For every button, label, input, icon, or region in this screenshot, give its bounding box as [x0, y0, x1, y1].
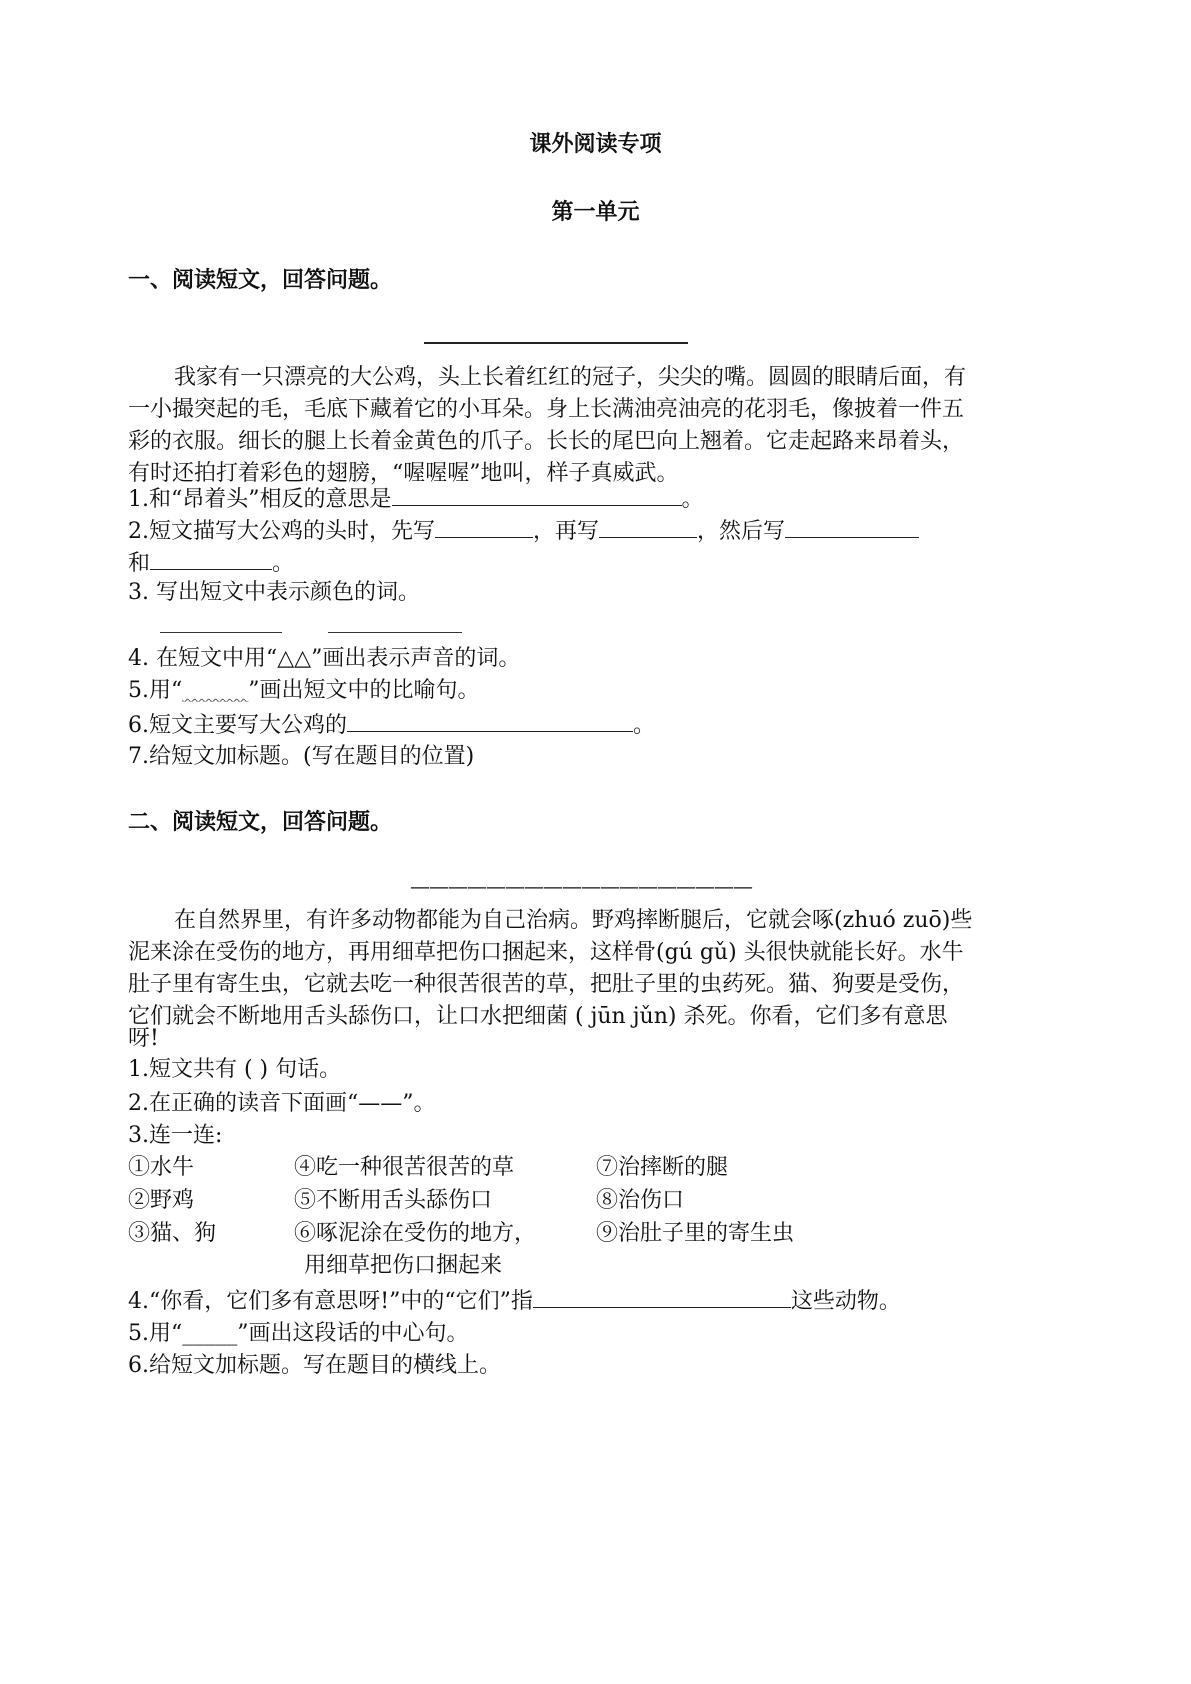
section2-passage-line-1: 在自然界里，有许多动物都能为自己治病。野鸡摔断腿后，它就会啄(zhuó zuō)些 [174, 908, 973, 933]
q1-answer-blank[interactable] [392, 483, 682, 506]
section1-question-4: 4. 在短文中用“△△”画出表示声音的词。 [128, 646, 521, 671]
q2-text-3: ，然后写 [697, 519, 786, 544]
section2-question-4 [128, 1285, 901, 1318]
q5-text-2: ”画出短文中的比喻句。 [248, 678, 480, 703]
section2-question-2: 2.在正确的读音下面画“——”。 [128, 1091, 436, 1116]
q6-text: 6.短文主要写大公鸡的 [128, 713, 347, 738]
section1-passage-line-4: 有时还拍打着彩色的翅膀，“喔喔喔”地叫，样子真威武。 [128, 461, 679, 486]
s2-q5-text-2: ”画出这段话的中心句。 [237, 1321, 469, 1346]
section2-passage-line-3: 肚子里有寄生虫，它就去吃一种很苦很苦的草，把肚子里的虫药死。猫、狗要是受伤， [128, 972, 965, 997]
q2-end: 。 [272, 551, 295, 576]
s2-q4-answer-blank[interactable] [533, 1285, 791, 1308]
s2-q4-text: 4.“你看，它们多有意思呀!”中的“它们”指 [128, 1289, 533, 1314]
match-item-6[interactable]: ⑥啄泥涂在受伤的地方， [294, 1221, 537, 1246]
section2-question-5 [128, 1318, 469, 1350]
q1-end: 。 [681, 487, 704, 512]
match-item-3[interactable]: ③猫、狗 [128, 1221, 217, 1246]
q2-blank-2[interactable] [599, 515, 697, 538]
section1-question-6 [128, 709, 655, 742]
section1-question-5 [128, 675, 480, 707]
section2-question-1[interactable]: 1.短文共有 ( ) 句话。 [128, 1057, 342, 1082]
s2-q5-text-1: 5.用“ [128, 1321, 183, 1346]
section1-heading: 一、阅读短文，回答问题。 [128, 267, 393, 293]
section1-passage-line-2: 一小撮突起的毛，毛底下藏着它的小耳朵。身上长满油亮油亮的花羽毛，像披着一件五 [128, 397, 965, 422]
section1-question-2 [128, 515, 919, 548]
unit-title: 第一单元 [551, 199, 640, 225]
section2-passage-line-5: 呀! [128, 1026, 159, 1051]
wavy-underline-sample: ______ [182, 678, 249, 703]
section1-question-2-cont [128, 547, 294, 580]
s2-q4-end: 这些动物。 [790, 1289, 901, 1314]
section2-heading: 二、阅读短文，回答问题。 [128, 809, 393, 835]
match-item-7[interactable]: ⑦治摔断的腿 [596, 1155, 729, 1180]
section1-question-3: 3. 写出短文中表示颜色的词。 [128, 580, 420, 605]
q3-blank-1[interactable] [160, 632, 282, 633]
q1-text: 1.和“昂着头”相反的意思是 [128, 487, 392, 512]
match-item-6-cont: 用细草把伤口捆起来 [304, 1253, 503, 1278]
section1-question-7: 7.给短文加标题。(写在题目的位置) [128, 744, 475, 769]
q2-text-1: 2.短文描写大公鸡的头时，先写 [128, 519, 435, 544]
match-item-8[interactable]: ⑧治伤口 [596, 1188, 685, 1213]
section2-question-6: 6.给短文加标题。写在题目的横线上。 [128, 1353, 501, 1378]
section1-passage-line-1: 我家有一只漂亮的大公鸡，头上长着红红的冠子，尖尖的嘴。圆圆的眼睛后面，有 [174, 365, 967, 390]
match-item-2[interactable]: ②野鸡 [128, 1188, 195, 1213]
q6-end: 。 [633, 713, 656, 738]
section1-title-line[interactable] [424, 342, 688, 344]
q6-answer-blank[interactable] [347, 709, 633, 732]
page-title: 课外阅读专项 [529, 131, 662, 157]
q2-text-2: ，再写 [533, 519, 600, 544]
section1-question-1 [128, 483, 704, 516]
q2-blank-4[interactable] [150, 547, 272, 570]
section2-question-3: 3.连一连: [128, 1123, 223, 1148]
section2-passage-line-2: 泥来涂在受伤的地方，再用细草把伤口捆起来，这样骨(gú gǔ) 头很快就能长好。水牛 [128, 940, 964, 965]
q2-blank-3[interactable] [785, 515, 919, 538]
match-item-4[interactable]: ④吃一种很苦很苦的草 [294, 1155, 515, 1180]
q3-blank-2[interactable] [328, 632, 462, 633]
q5-text-1: 5.用“ [128, 678, 183, 703]
q2-blank-1[interactable] [435, 515, 533, 538]
match-item-1[interactable]: ①水牛 [128, 1155, 195, 1180]
match-item-9[interactable]: ⑨治肚子里的寄生虫 [596, 1221, 795, 1246]
section1-passage-line-3: 彩的衣服。细长的腿上长着金黄色的爪子。长长的尾巴向上翘着。它走起路来昂着头， [128, 429, 965, 454]
section2-title-line[interactable]: —————————————————— [410, 874, 752, 898]
q2-text-4: 和 [128, 551, 151, 576]
match-item-5[interactable]: ⑤不断用舌头舔伤口 [294, 1188, 493, 1213]
section2-passage-line-4: 它们就会不断地用舌头舔伤口，让口水把细菌 ( jūn jǔn) 杀死。你看，它们多有意思 [128, 1004, 948, 1029]
straight-underline-sample: _____ [182, 1321, 238, 1346]
